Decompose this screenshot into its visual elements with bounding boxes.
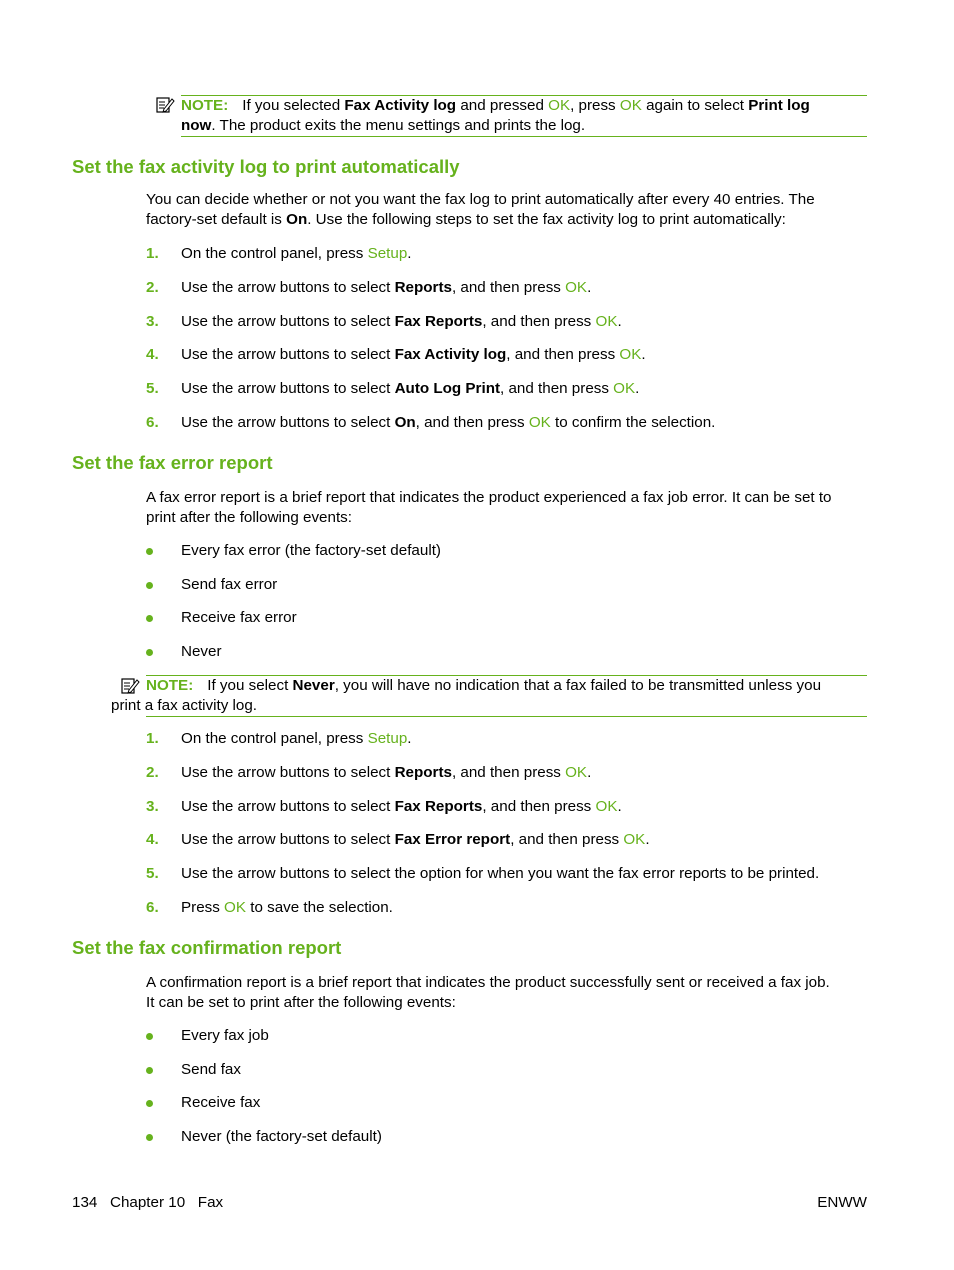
note-text: , press — [570, 97, 620, 114]
note-text: If you selected — [242, 97, 345, 114]
text: , and then press — [415, 414, 529, 431]
bullet-text: Receive fax error — [181, 609, 297, 626]
step-number: 1. — [146, 730, 159, 747]
ok-key: OK — [548, 97, 571, 114]
text: . — [407, 245, 412, 262]
step-number: 4. — [146, 346, 159, 363]
text: . — [617, 798, 622, 815]
text: . — [587, 764, 592, 781]
step-text — [181, 379, 639, 399]
text: to save the selection. — [246, 899, 393, 916]
note-text: If you select — [207, 677, 293, 694]
paragraph — [146, 488, 868, 527]
step-number: 4. — [146, 831, 159, 848]
text: , and then press — [510, 831, 624, 848]
key-name: Setup — [367, 245, 408, 262]
step-text — [181, 797, 622, 817]
text: On the control panel, press — [181, 245, 368, 262]
note-line-2: print a fax activity log. — [111, 696, 258, 714]
text: Use the arrow buttons to select — [181, 764, 395, 781]
menu-item: On — [394, 414, 416, 431]
paragraph-line — [146, 210, 868, 230]
step-text — [181, 244, 412, 264]
step-number: 6. — [146, 414, 159, 431]
paragraph — [146, 973, 868, 1012]
note-line-2 — [181, 116, 867, 136]
menu-item: Fax Error report — [394, 831, 511, 848]
text: , and then press — [500, 380, 614, 397]
step-number: 5. — [146, 380, 159, 397]
note-label: NOTE: — [146, 677, 194, 694]
bullet-text: Send fax error — [181, 576, 278, 593]
bullet-dot — [146, 582, 153, 589]
note-icon — [155, 95, 175, 115]
bullet-dot — [146, 615, 153, 622]
text: Press — [181, 899, 225, 916]
text: Use the arrow buttons to select — [181, 798, 395, 815]
text: , and then press — [506, 346, 620, 363]
note-bold: Print log — [748, 97, 810, 114]
section-heading: Set the fax error report — [72, 452, 273, 473]
note-box — [181, 95, 867, 137]
text: Use the arrow buttons to select — [181, 414, 395, 431]
text: . — [407, 730, 412, 747]
bullet-text: Every fax error (the factory-set default) — [181, 542, 441, 559]
step-number: 2. — [146, 764, 159, 781]
text: . — [587, 279, 592, 296]
note-icon — [120, 676, 140, 696]
bullet-text: Never — [181, 643, 222, 660]
footer-right: ENWW — [817, 1194, 867, 1211]
text: to confirm the selection. — [550, 414, 716, 431]
text: Use the arrow buttons to select — [181, 313, 395, 330]
bullet-dot — [146, 1067, 153, 1074]
bullet-dot — [146, 649, 153, 656]
text: Use the arrow buttons to select — [181, 380, 395, 397]
bullet-text: Receive fax — [181, 1094, 261, 1111]
ok-key: OK — [619, 97, 642, 114]
menu-item: Fax Activity log — [394, 346, 507, 363]
note-box — [111, 675, 867, 717]
key-name: OK — [595, 313, 618, 330]
text: On the control panel, press — [181, 730, 368, 747]
key-name: OK — [619, 346, 642, 363]
paragraph-line: print after the following events: — [146, 508, 352, 526]
key-name: OK — [565, 279, 588, 296]
paragraph — [146, 190, 868, 229]
text: . — [617, 313, 622, 330]
note-bold: Never — [292, 677, 335, 694]
menu-item: Auto Log Print — [394, 380, 501, 397]
note-text: again to select — [641, 97, 749, 114]
bullet-text: Send fax — [181, 1061, 241, 1078]
paragraph-line: It can be set to print after the following events: — [146, 993, 456, 1011]
paragraph-line: A confirmation report is a brief report that indicates the product successfully sent or received a fax job. — [146, 974, 830, 991]
key-name: OK — [528, 414, 551, 431]
step-text — [181, 413, 715, 433]
step-number: 2. — [146, 279, 159, 296]
key-name: OK — [565, 764, 588, 781]
note-text: and pressed — [456, 97, 549, 114]
step-text — [181, 312, 622, 332]
text: Use the arrow buttons to select — [181, 346, 395, 363]
menu-item: Reports — [394, 279, 452, 296]
text: , and then press — [482, 313, 596, 330]
text: , and then press — [451, 764, 566, 781]
bullet-text: Never (the factory-set default) — [181, 1128, 382, 1145]
text: . — [635, 380, 640, 397]
text: . Use the following steps to set the fax activity log to print automatically: — [307, 210, 786, 228]
step-number: 3. — [146, 798, 159, 815]
note-line-1 — [181, 96, 867, 116]
text: . — [645, 831, 650, 848]
paragraph-line: You can decide whether or not you want the fax log to print automatically after every 40 entries. The — [146, 191, 815, 208]
text: , and then press — [482, 798, 596, 815]
step-number: 5. — [146, 865, 159, 882]
bullet-text: Every fax job — [181, 1027, 269, 1044]
menu-item: Fax Reports — [394, 313, 483, 330]
step-text — [181, 345, 646, 365]
note-text: . The product exits the menu settings and prints the log. — [211, 116, 586, 134]
text: . — [641, 346, 646, 363]
step-number: 6. — [146, 899, 159, 916]
key-name: OK — [613, 380, 636, 397]
key-name: OK — [224, 899, 246, 916]
step-text — [181, 763, 591, 783]
step-text — [181, 729, 412, 749]
bullet-dot — [146, 1100, 153, 1107]
menu-item: Reports — [394, 764, 452, 781]
step-text: Use the arrow buttons to select the option for when you want the fax error reports to be printed. — [181, 865, 820, 882]
section-heading: Set the fax confirmation report — [72, 937, 342, 958]
bullet-dot — [146, 1134, 153, 1141]
text: Use the arrow buttons to select — [181, 279, 395, 296]
step-text — [181, 278, 591, 298]
step-text — [181, 830, 650, 850]
bullet-dot — [146, 548, 153, 555]
menu-item: Fax Reports — [394, 798, 483, 815]
bold-text: On — [286, 210, 308, 228]
bullet-dot — [146, 1033, 153, 1040]
text: factory-set default is — [146, 210, 287, 228]
key-name: OK — [595, 798, 618, 815]
step-text — [181, 898, 393, 918]
key-name: OK — [623, 831, 646, 848]
note-bold: Fax Activity log — [344, 97, 457, 114]
note-label: NOTE: — [181, 97, 229, 114]
note-line-1 — [146, 676, 867, 696]
note-text: , you will have no indication that a fax failed to be transmitted unless you — [334, 677, 822, 694]
text: Use the arrow buttons to select — [181, 831, 395, 848]
step-number: 3. — [146, 313, 159, 330]
step-number: 1. — [146, 245, 159, 262]
section-heading: Set the fax activity log to print automatically — [72, 156, 460, 177]
note-bold: now — [181, 116, 212, 134]
text: , and then press — [451, 279, 566, 296]
paragraph-line: A fax error report is a brief report that indicates the product experienced a fax job error. It can be set to — [146, 489, 832, 506]
key-name: Setup — [367, 730, 408, 747]
footer-left: 134 Chapter 10 Fax — [72, 1194, 224, 1211]
